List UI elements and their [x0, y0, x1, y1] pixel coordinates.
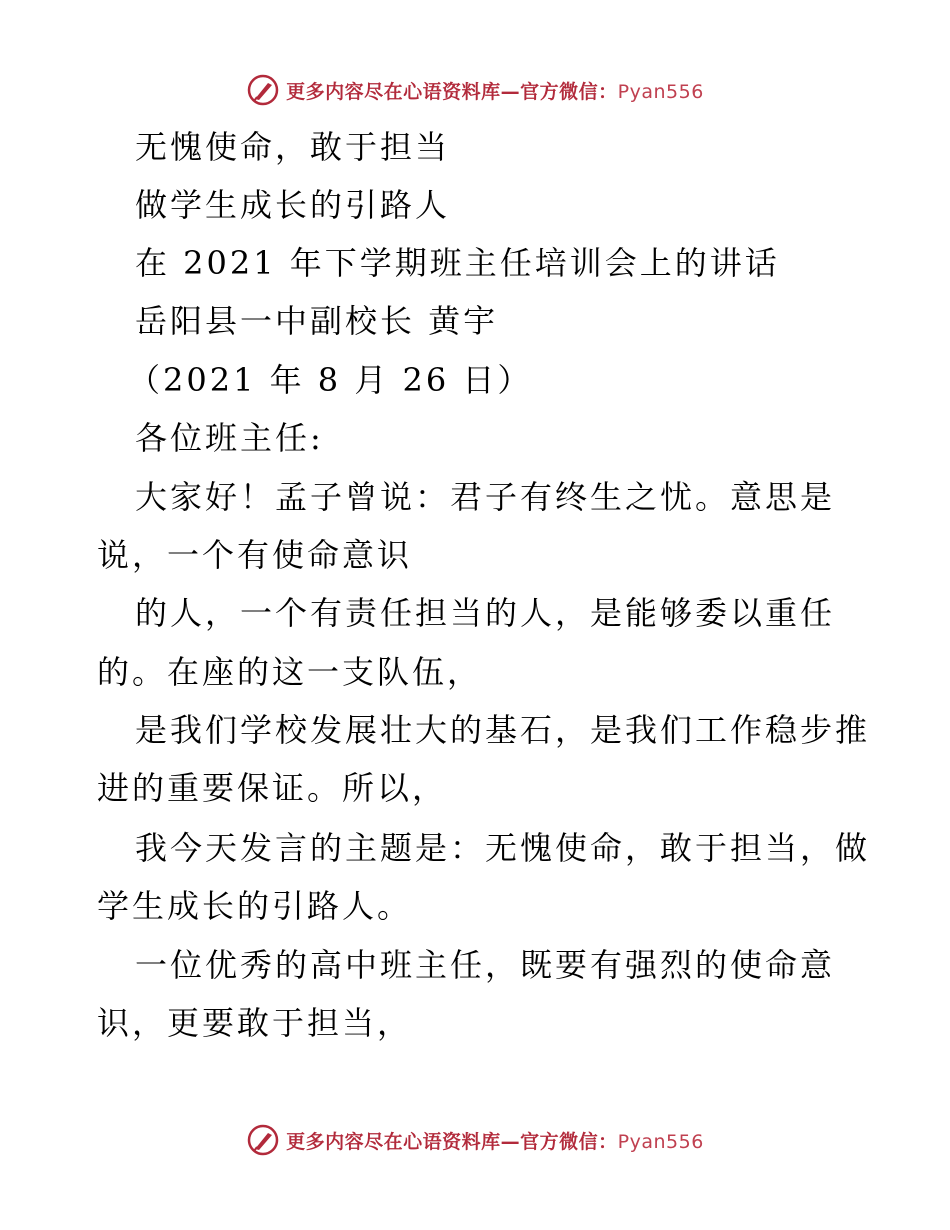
paragraph-3-line-1: 是我们学校发展壮大的基石，是我们工作稳步推 [135, 711, 871, 749]
doc-date: （2021 年 8 月 26 日） [128, 361, 533, 399]
header-watermark-banner [0, 70, 950, 110]
doc-subtitle: 在 2021 年下学期班主任培训会上的讲话 [135, 244, 780, 282]
doc-author: 岳阳县一中副校长 黄宇 [135, 302, 499, 340]
paragraph-4-line-2: 学生成长的引路人。 [97, 887, 413, 925]
doc-title-line-1: 无愧使命，敢于担当 [135, 128, 451, 166]
watermark-text-zh: 更多内容尽在心语资料库—官方微信： [286, 1130, 618, 1153]
doc-salutation: 各位班主任: [135, 419, 324, 457]
paragraph-5-line-2: 识，更要敢于担当， [97, 1004, 413, 1042]
paragraph-4-line-1: 我今天发言的主题是：无愧使命，敢于担当，做 [135, 829, 871, 867]
quill-pen-icon [246, 73, 280, 107]
doc-title-line-2: 做学生成长的引路人 [135, 186, 451, 224]
watermark-text [286, 1127, 704, 1154]
paragraph-3-line-2: 进的重要保证。所以， [97, 769, 448, 807]
watermark-wechat-id: Pyan556 [617, 80, 704, 103]
quill-pen-icon [246, 1123, 280, 1157]
paragraph-1-line-2: 说，一个有使命意识 [97, 536, 413, 574]
watermark-text [286, 77, 704, 104]
paragraph-5-line-1: 一位优秀的高中班主任，既要有强烈的使命意 [135, 946, 836, 984]
paragraph-2-line-1: 的人，一个有责任担当的人，是能够委以重任 [135, 594, 836, 632]
paragraph-2-line-2: 的。在座的这一支队伍， [97, 653, 483, 691]
footer-watermark-banner [0, 1120, 950, 1160]
watermark-wechat-id: Pyan556 [617, 1130, 704, 1153]
paragraph-1-line-1: 大家好！孟子曾说：君子有终生之忧。意思是 [135, 478, 836, 516]
watermark-text-zh: 更多内容尽在心语资料库—官方微信： [286, 80, 618, 103]
